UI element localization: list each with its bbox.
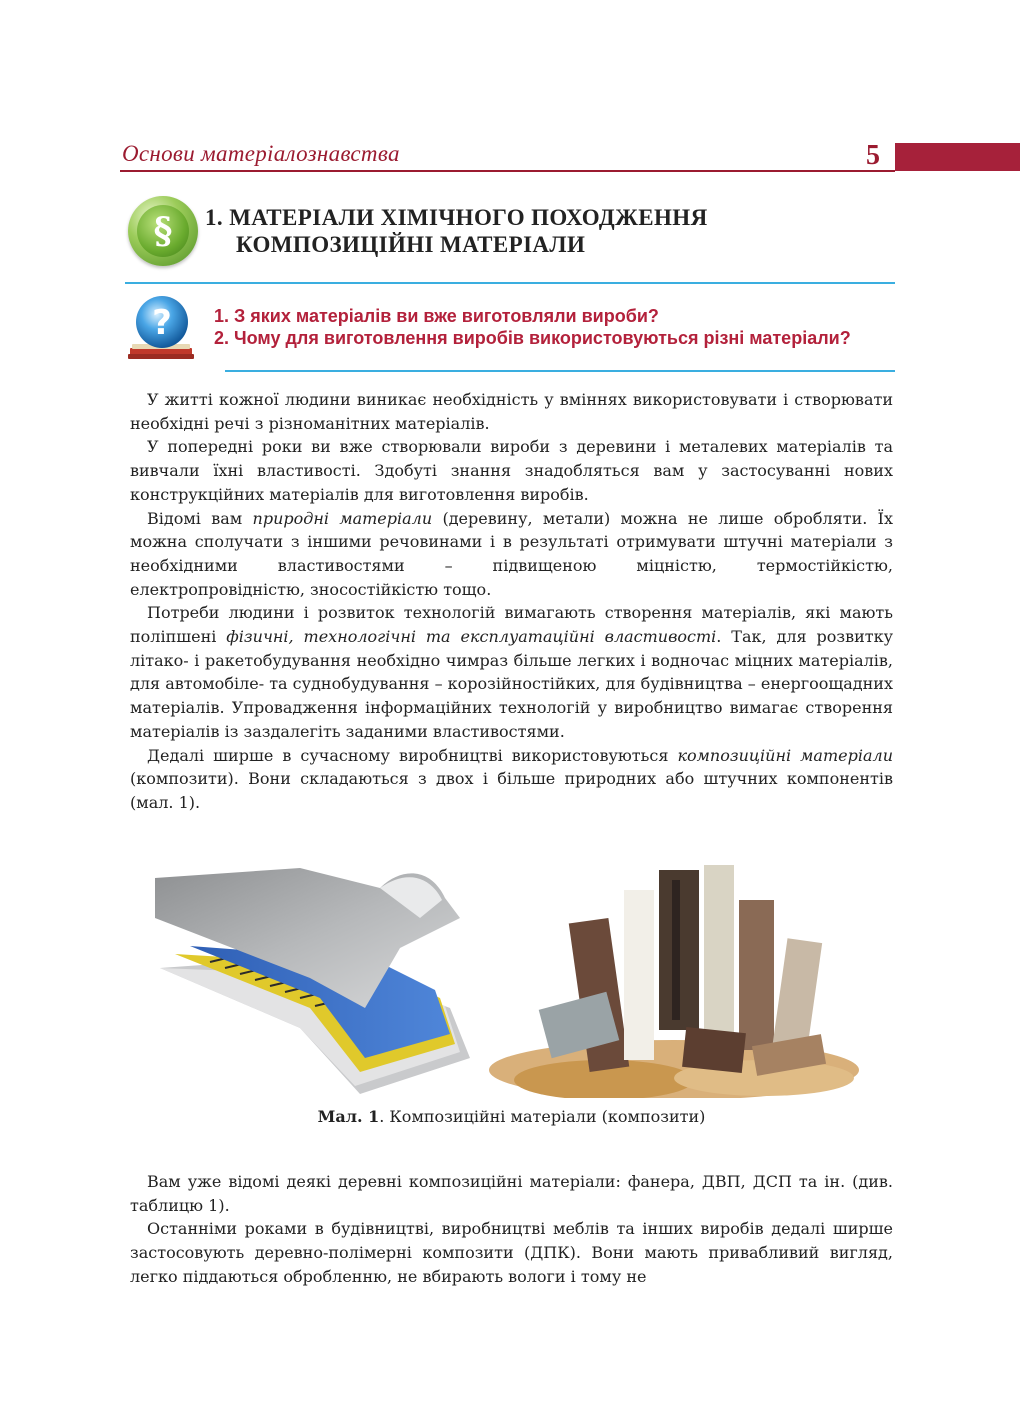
question-item: 2. Чому для виготовлення виробів використовуються різні матеріали?: [214, 328, 851, 348]
svg-text:?: ?: [152, 303, 172, 343]
paragraph: У житті кожної людини виникає необхідність у вміннях використовувати і створювати необхідні речі з різноманітних матеріалів.: [130, 390, 893, 433]
figure-caption: Мал. 1. Композиційні матеріали (композити): [317, 1107, 706, 1126]
page-edge-tab: [895, 143, 1020, 171]
figure-label: Мал. 1: [317, 1107, 380, 1126]
running-title: Основи матеріалознавства: [122, 141, 400, 166]
term-natural-materials: природні матеріали: [252, 508, 433, 528]
page-number: 5: [866, 140, 880, 171]
paragraph: Дедалі ширше в сучасному виробництві використовуються композиційні матеріали (композити). Вони складаються з двох і більше природних або штучних компонентів (мал. 1).: [130, 745, 893, 812]
section-divider: [125, 282, 895, 284]
question-item: 1. З яких матеріалів ви вже виготовляли вироби?: [214, 306, 659, 326]
body-text-continued: [130, 1170, 893, 1289]
body-text: [130, 388, 893, 815]
section-title: [205, 204, 708, 258]
paragraph: У попередні роки ви вже створювали вироби з деревини і металевих матеріалів та вивчали їхні властивості. Здобуті знання знадобляться вам у застосуванні нових конструкційних матеріалів для виготовлення виробів.: [130, 437, 893, 504]
question-globe-book-icon: [122, 292, 206, 364]
composite-profiles-image: [484, 850, 864, 1098]
header-rule: [120, 170, 895, 172]
term-composite-materials: композиційні матеріали: [677, 745, 893, 765]
paragraph-section-icon: §: [137, 205, 189, 257]
questions-divider: [225, 370, 895, 372]
term-properties: фізичні, технологічні та експлуатаційні властивості: [226, 627, 717, 647]
section-title-line2: КОМПОЗИЦІЙНІ МАТЕРІАЛИ: [236, 232, 586, 257]
paragraph: Потреби людини і розвиток технологій вимагають створення матеріалів, які мають поліпшені фізичні, технологічні та експлуатаційні властивості. Так, для розвитку літако- і ракетобудування необхідно чимраз більше легких і водночас міцних матеріалів, для автомобіле- та суднобудування – корозійностійких, для будівництва – енергоощадних матеріалів. Упровадження інформаційних технологій у виробництво вимагає створення матеріалів із заздалегіть заданими властивостями.: [130, 603, 893, 741]
section-title-line1: 1. МАТЕРІАЛИ ХІМІЧНОГО ПОХОДЖЕННЯ: [205, 205, 708, 230]
composite-layers-image: [150, 858, 472, 1094]
paragraph: Останніми роками в будівництві, виробництві меблів та інших виробів дедалі ширше застосовують деревно-полімерні композити (ДПК). Вони мають привабливий вигляд, легко піддаються обробленню, не вбирають вологи і тому не: [130, 1219, 893, 1286]
guiding-questions: [214, 305, 851, 349]
paragraph: Вам уже відомі деякі деревні композиційні матеріали: фанера, ДВП, ДСП та ін. (див. таблицю 1).: [130, 1172, 893, 1215]
paragraph: Відомі вам природні матеріали (деревину, метали) можна не лише обробляти. Їх можна сполучати з іншими речовинами і в результаті отримувати штучні матеріали з необхідними властивостями – підвищеною міцністю, термостійкістю, електропровідністю, зносостійкістю тощо.: [130, 508, 893, 599]
